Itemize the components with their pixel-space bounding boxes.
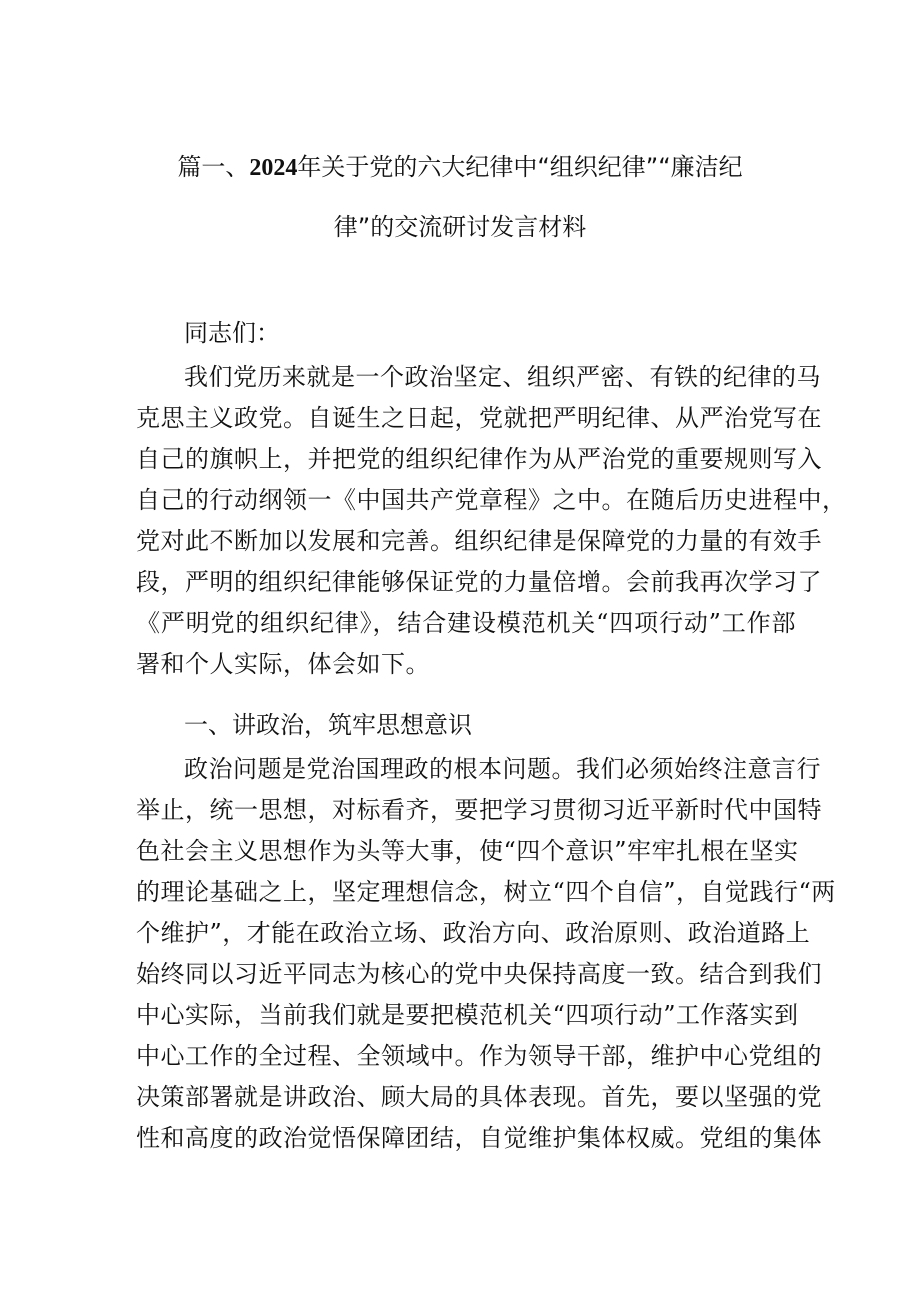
paragraph-line: 决策部署就是讲政治、顾大局的具体表现。首先，要以坚强的党 [136,1083,822,1111]
paragraph-1 [136,357,847,685]
paragraph-line: 自己的旗帜上，并把党的组织纪律作为从严治党的重要规则写入 [136,445,822,473]
document-title-line-1 [120,152,800,183]
paragraph-line: 署和个人实际，体会如下。 [136,650,430,678]
title-prefix: 篇一、 [177,153,250,181]
paragraph-line: 色社会主义思想作为头等大事，使“四个意识”牢牢扎根在坚实 [136,837,799,865]
paragraph-line: 举止，统一思想，对标看齐，要把学习贯彻习近平新时代中国特 [136,796,822,824]
paragraph-line: 克思主义政党。自诞生之日起，党就把严明纪律、从严治党写在 [136,404,822,432]
paragraph-line: 政治问题是党治国理政的根本问题。我们必须始终注意言行 [184,755,821,783]
paragraph-line: 中心实际，当前我们就是要把模范机关“四项行动”工作落实到 [136,1001,799,1029]
title-rest: 年关于党的六大纪律中“组织纪律”“廉洁纪 [297,153,743,181]
paragraph-2 [136,749,836,1159]
paragraph-line: 我们党历来就是一个政治坚定、组织严密、有铁的纪律的马 [184,363,821,391]
paragraph-line: 自己的行动纲领一《中国共产党章程》之中。在随后历史进程中， [136,486,847,514]
title-year: 2024 [249,155,298,181]
paragraph-line: 的理论基础之上，坚定理想信念，树立“四个自信”，自觉践行“两 [136,878,836,906]
paragraph-line: 始终同以习近平同志为核心的党中央保持高度一致。结合到我们 [136,960,822,988]
greeting: 同志们： [184,319,280,347]
paragraph-line: 段，严明的组织纪律能够保证党的力量倍增。会前我再次学习了 [136,568,822,596]
paragraph-line: 性和高度的政治觉悟保障团结，自觉维护集体权威。党组的集体 [136,1124,822,1152]
section-heading-1: 一、讲政治，筑牢思想意识 [184,711,472,739]
paragraph-line: 中心工作的全过程、全领域中。作为领导干部，维护中心党组的 [136,1042,822,1070]
paragraph-line: 《严明党的组织纪律》，结合建设模范机关“四项行动”工作部 [136,609,796,637]
paragraph-line: 个维护”，才能在政治立场、政治方向、政治原则、政治道路上 [136,919,811,947]
paragraph-line: 党对此不断加以发展和完善。组织纪律是保障党的力量的有效手 [136,527,822,555]
document-title-line-2: 律”的交流研讨发言材料 [333,213,587,241]
